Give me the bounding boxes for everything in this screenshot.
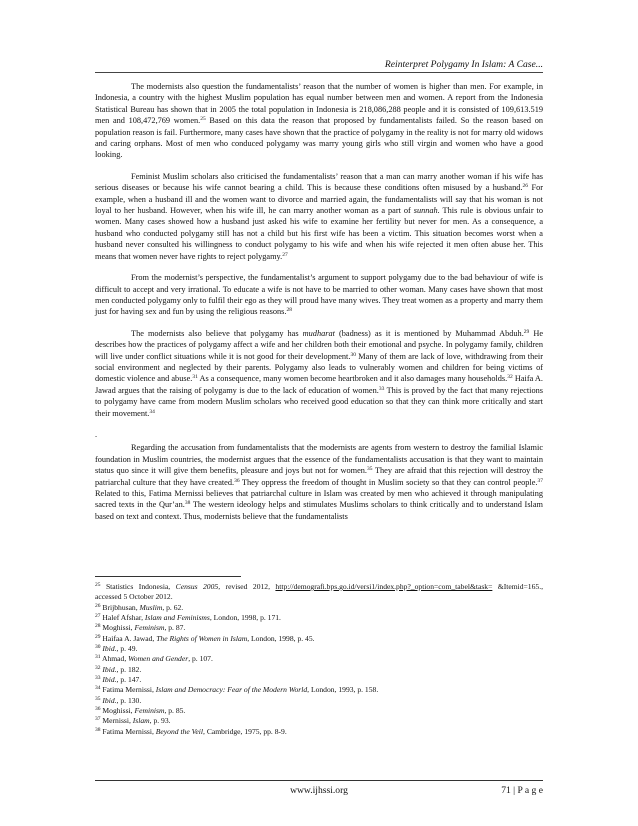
- running-header: Reinterpret Polygamy In Islam: A Case...: [384, 59, 543, 70]
- footnote-29: $^{29}$ Haifaa A. Jawad, The Rights of Women in Islam, London, 1998, p. 45.: [95, 633, 315, 643]
- footnote-ref-38[interactable]: 38: [184, 500, 191, 507]
- footnote-ref-29[interactable]: 29: [523, 328, 530, 335]
- footnote-ref-36[interactable]: 36: [234, 477, 240, 484]
- footnote-ref-34[interactable]: 34: [149, 408, 155, 415]
- footnote-38: $^{38}$ Fatima Mernissi, Beyond the Veil, Cambridge, 1975, pp. 8-9.: [95, 726, 287, 736]
- footnote-37: $^{37}$ Mernissi, Islam, p. 93.: [95, 716, 171, 726]
- footnote-28: $^{28}$ Moghissi, Feminism, p. 87.: [95, 623, 186, 633]
- footnote-ref-28[interactable]: 28: [286, 307, 292, 314]
- stray-dot: .: [95, 429, 98, 439]
- footnote-ref-25[interactable]: 25: [200, 116, 206, 123]
- footer-page-number: 71 | P a g e: [501, 785, 543, 796]
- header-rule: [95, 72, 543, 73]
- paragraph-modernist-perspective: From the modernist’s perspective, the fundamentalist’s argument to support polygamy due to the bad behaviour of wife is difficult to accept and very irrational. To educate a wife is not have to be married to other woman. Many cases have shown that most men conducted polygamy only to fulfil their ego as they will proud have many wives. They treat women as a property and marry them just for having sex and fun by using the religious reasons.$^{28}$: [95, 273, 543, 317]
- footnote-33: $^{33}$ Ibid., p. 147.: [95, 675, 142, 685]
- footnote-30: $^{30}$ Ibid., p. 49.: [95, 644, 138, 654]
- footnote-ref-32[interactable]: 32: [507, 374, 513, 381]
- footnote-31: $^{31}$ Ahmad, Women and Gender, p. 107.: [95, 654, 213, 664]
- paragraph-accusation: Regarding the accusation from fundamentalists that the modernists are agents from western to destroy the familial Islamic foundation in Muslim countries, the modernist argues that the essence of the fundamentalists accusation is that they want to maintain status quo since it will give them benefits, pleasure and joys but not for women.$^{35}$ They are afraid that this rejection will destroy the patriarchal culture that they have created.$^{36}$ They oppress the freedom of thought in Muslim society so that they can control people.$^{37}$ Related to this, Fatima Mernissi believes that patriarchal culture in Islam was created by men who achieved it through manipulating sacred texts in the Qur’an.$^{38}$ The western ideology helps and stimulates Muslims scholars to think critically and to understand Islam based on text and context. Thus, modernists believe that the fundamentalists: [95, 443, 543, 521]
- paragraph-mudharat: The modernists also believe that polygamy has mudharat (badness) as it is mentioned by Muhammad Abduh.$^{29}$ He describes how the practices of polygamy affect a wife and her children both their emotional and psyche. In polygamy family, children will live under conflict situations while it is not good for their development.$^{30}$ Many of them are lack of love, withdrawing from their social environment and neglected by their parents. Polygamy also leads to vulnerably women and children for being victims of domestic violence and abuse.$^{31}$ As a consequence, many women become heartbroken and it also damages many households.$^{32}$ Haifa A. Jawad argues that the raising of polygamy is due to the lack of education of women.$^{33}$ This is proved by the fact that many rejections to polygamy have came from modern Muslim scholars who received good education so that they can think more critically and start their movement.$^{34}$: [95, 328, 544, 418]
- footnote-ref-30[interactable]: 30: [350, 351, 356, 358]
- paragraph-feminist-scholars: Feminist Muslim scholars also criticised the fundamentalists’ reason that a man can marry another woman if his wife has serious diseases or because his wife cannot bearing a child. This is because these conditions often misused by a husband.$^{26}$ For example, when a husband ill and the women want to divorce and married again, the fundamentalists will say that his woman is not loyal to her husband. However, when his wife ill, he can marry another woman as a part of sunnah. This rule is obvious unfair to women. Many cases showed how a husband just asked his wife to examine her fertility but never for men. As a consequence, a husband who conducted polygamy still has not a child but his first wife has been a victim. This situation becomes worst when a husband never consulted his willingness to conduct polygamy to his wife and when his wife rejected it men often abuse her. This means that women never have rights to reject polygamy.$^{27}$: [95, 171, 543, 261]
- footer-website[interactable]: www.ijhssi.org: [290, 785, 348, 796]
- footnote-ref-26[interactable]: 26: [522, 183, 528, 190]
- body-text: [95, 81, 543, 532]
- census-link[interactable]: http://demografi.bps.go.id/versi1/index.php?_option=com_tabel&task=: [275, 582, 493, 591]
- footnote-32: $^{32}$ Ibid., p. 182.: [95, 664, 142, 674]
- footnote-36: $^{36}$ Moghissi, Feminism, p. 85.: [95, 706, 186, 716]
- footnote-ref-27[interactable]: 27: [282, 251, 288, 258]
- footnote-ref-33[interactable]: 33: [378, 385, 385, 392]
- footnote-25: $^{25}$ Statistics Indonesia, Census 2005, revised 2012, http://demografi.bps.go.id/versi1/index.php?_option=com_tabel&task= &Itemid=165., accessed 5 October 2012.: [95, 582, 543, 602]
- footnote-ref-31[interactable]: 31: [192, 374, 198, 381]
- footnotes: [95, 582, 543, 737]
- paragraph-population: The modernists also question the fundamentalists’ reason that the number of women is higher than men. For example, in Indonesia, a country with the highest Muslim population has equal number between men and women. A report from the Indonesia Statistical Bureau has shown that in 2005 the total population in Indonesia is 218,086,288 people and it is consisted of 109,613.519 men and 108,472,769 women.$^{25}$ Based on this data the reason that proposed by fundamentalists failed. So the reason based on population reason is fail. Furthermore, many cases have shown that the practice of polygamy in the reality is not for marry old widows and caring orphans. Most of men who conduced polygamy was marry young girls who still virgin and women who have a good looking.: [95, 82, 543, 160]
- footnote-ref-35[interactable]: 35: [367, 466, 373, 473]
- footnote-34: $^{34}$ Fatima Mernissi, Islam and Democracy: Fear of the Modern World, London, 1993, p. 158.: [95, 685, 379, 695]
- footer-rule: [95, 780, 543, 781]
- footnote-ref-37[interactable]: 37: [537, 477, 543, 484]
- footnote-rule: [95, 576, 241, 577]
- footnote-27: $^{27}$ Halef Afshar, Islam and Feminisms, London, 1998, p. 171.: [95, 613, 281, 623]
- footnote-26: $^{26}$ Brijbhusan, Muslim, p. 62.: [95, 602, 184, 612]
- footnote-35: $^{35}$ Ibid., p. 130.: [95, 695, 142, 705]
